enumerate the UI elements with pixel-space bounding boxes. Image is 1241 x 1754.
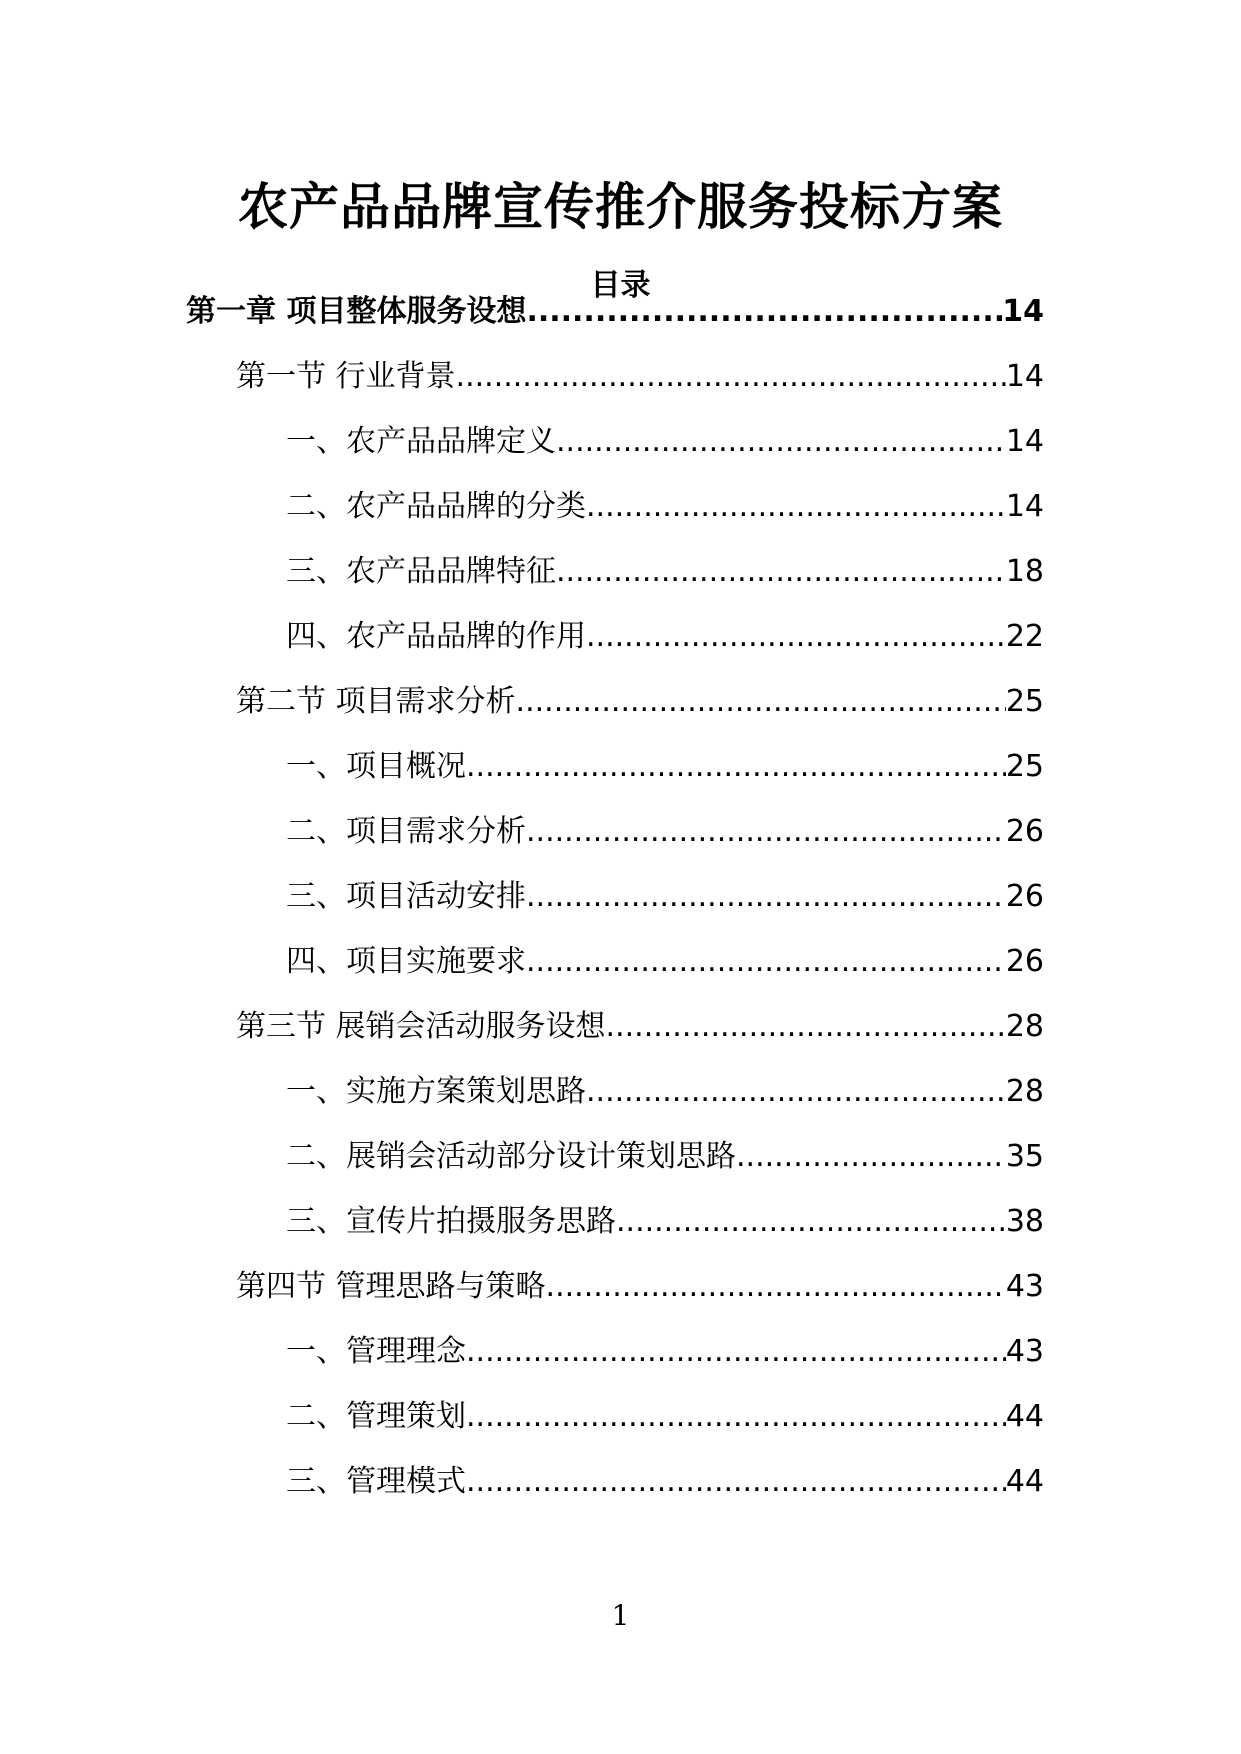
toc-entry-text: 四、项目实施要求 <box>286 944 526 979</box>
toc-leader-dots <box>526 875 1006 919</box>
toc-entry-text: 一、项目概况 <box>286 749 466 784</box>
toc-entry-text: 三、项目活动安排 <box>286 879 526 914</box>
toc-entry-page: 35 <box>1005 1139 1044 1174</box>
toc-entry-section-2[interactable] <box>236 680 1044 724</box>
toc-entry-section-1[interactable] <box>236 355 1044 399</box>
toc-entry-item[interactable] <box>286 875 1044 919</box>
toc-entry-item[interactable] <box>286 1460 1044 1504</box>
toc-entry-page: 43 <box>1005 1334 1044 1369</box>
toc-heading: 目录 <box>590 268 651 303</box>
toc-entry-text: 二、项目需求分析 <box>286 814 526 849</box>
toc-entry-page: 14 <box>1002 294 1044 329</box>
toc-entry-page: 44 <box>1005 1399 1044 1434</box>
toc-entry-item[interactable] <box>286 1135 1044 1179</box>
toc-leader-dots <box>586 615 1006 659</box>
toc-entry-item[interactable] <box>286 745 1044 789</box>
toc-leader-dots <box>546 1265 1006 1309</box>
toc-entry-text: 二、农产品品牌的分类 <box>286 489 586 524</box>
toc-entry-page: 18 <box>1005 554 1044 589</box>
toc-entry-text: 一、管理理念 <box>286 1334 466 1369</box>
toc-entry-page: 26 <box>1005 814 1044 849</box>
toc-entry-chapter-1[interactable] <box>186 290 1044 334</box>
toc-entry-page: 14 <box>1005 489 1044 524</box>
toc-entry-text: 一、农产品品牌定义 <box>286 424 556 459</box>
toc-entry-text: 第四节 管理思路与策略 <box>236 1269 546 1304</box>
toc-entry-section-4[interactable] <box>236 1265 1044 1309</box>
toc-leader-dots <box>526 940 1006 984</box>
toc-entry-item[interactable] <box>286 1070 1044 1114</box>
toc-entry-section-3[interactable] <box>236 1005 1044 1049</box>
toc-entry-item[interactable] <box>286 810 1044 854</box>
toc-entry-page: 14 <box>1005 359 1044 394</box>
toc-entry-text: 第一章 项目整体服务设想 <box>186 294 527 329</box>
toc-leader-dots <box>556 550 1006 594</box>
toc-leader-dots <box>466 1395 1006 1439</box>
toc-entry-text: 第一节 行业背景 <box>236 359 456 394</box>
toc-entry-page: 26 <box>1005 944 1044 979</box>
toc-leader-dots <box>586 1070 1006 1114</box>
toc-entry-item[interactable] <box>286 1395 1044 1439</box>
toc-entry-page: 44 <box>1005 1464 1044 1499</box>
toc-leader-dots <box>586 485 1006 529</box>
toc-entry-page: 28 <box>1005 1009 1044 1044</box>
toc-entry-page: 38 <box>1005 1204 1044 1239</box>
toc-entry-text: 四、农产品品牌的作用 <box>286 619 586 654</box>
toc-entry-page: 26 <box>1005 879 1044 914</box>
toc-leader-dots <box>466 1460 1006 1504</box>
toc-entry-text: 三、宣传片拍摄服务思路 <box>286 1204 616 1239</box>
toc-entry-page: 25 <box>1005 749 1044 784</box>
toc-entry-page: 25 <box>1005 684 1044 719</box>
toc-entry-page: 43 <box>1005 1269 1044 1304</box>
document-title: 农产品品牌宣传推介服务投标方案 <box>238 178 1003 236</box>
toc-leader-dots <box>736 1135 1006 1179</box>
toc-entry-page: 28 <box>1005 1074 1044 1109</box>
toc-entry-text: 三、管理模式 <box>286 1464 466 1499</box>
toc-entry-page: 14 <box>1005 424 1044 459</box>
toc-leader-dots <box>526 290 1002 334</box>
toc-entry-item[interactable] <box>286 550 1044 594</box>
toc-entry-text: 一、实施方案策划思路 <box>286 1074 586 1109</box>
toc-entry-text: 二、展销会活动部分设计策划思路 <box>286 1139 736 1174</box>
toc-leader-dots <box>466 745 1006 789</box>
toc-leader-dots <box>616 1200 1006 1244</box>
toc-entry-item[interactable] <box>286 940 1044 984</box>
toc-entry-text: 第二节 项目需求分析 <box>236 684 516 719</box>
toc-entry-item[interactable] <box>286 485 1044 529</box>
toc-leader-dots <box>516 680 1006 724</box>
toc-entry-text: 第三节 展销会活动服务设想 <box>236 1009 606 1044</box>
toc-entry-item[interactable] <box>286 615 1044 659</box>
toc-entry-page: 22 <box>1005 619 1044 654</box>
toc-entry-item[interactable] <box>286 1330 1044 1374</box>
toc-entry-item[interactable] <box>286 420 1044 464</box>
toc-leader-dots <box>526 810 1006 854</box>
toc-leader-dots <box>606 1005 1006 1049</box>
toc-leader-dots <box>456 355 1006 399</box>
toc-entry-text: 三、农产品品牌特征 <box>286 554 556 589</box>
toc-leader-dots <box>556 420 1006 464</box>
toc-entry-text: 二、管理策划 <box>286 1399 466 1434</box>
toc-leader-dots <box>466 1330 1006 1374</box>
page-number: 1 <box>611 1599 630 1632</box>
toc-entry-item[interactable] <box>286 1200 1044 1244</box>
